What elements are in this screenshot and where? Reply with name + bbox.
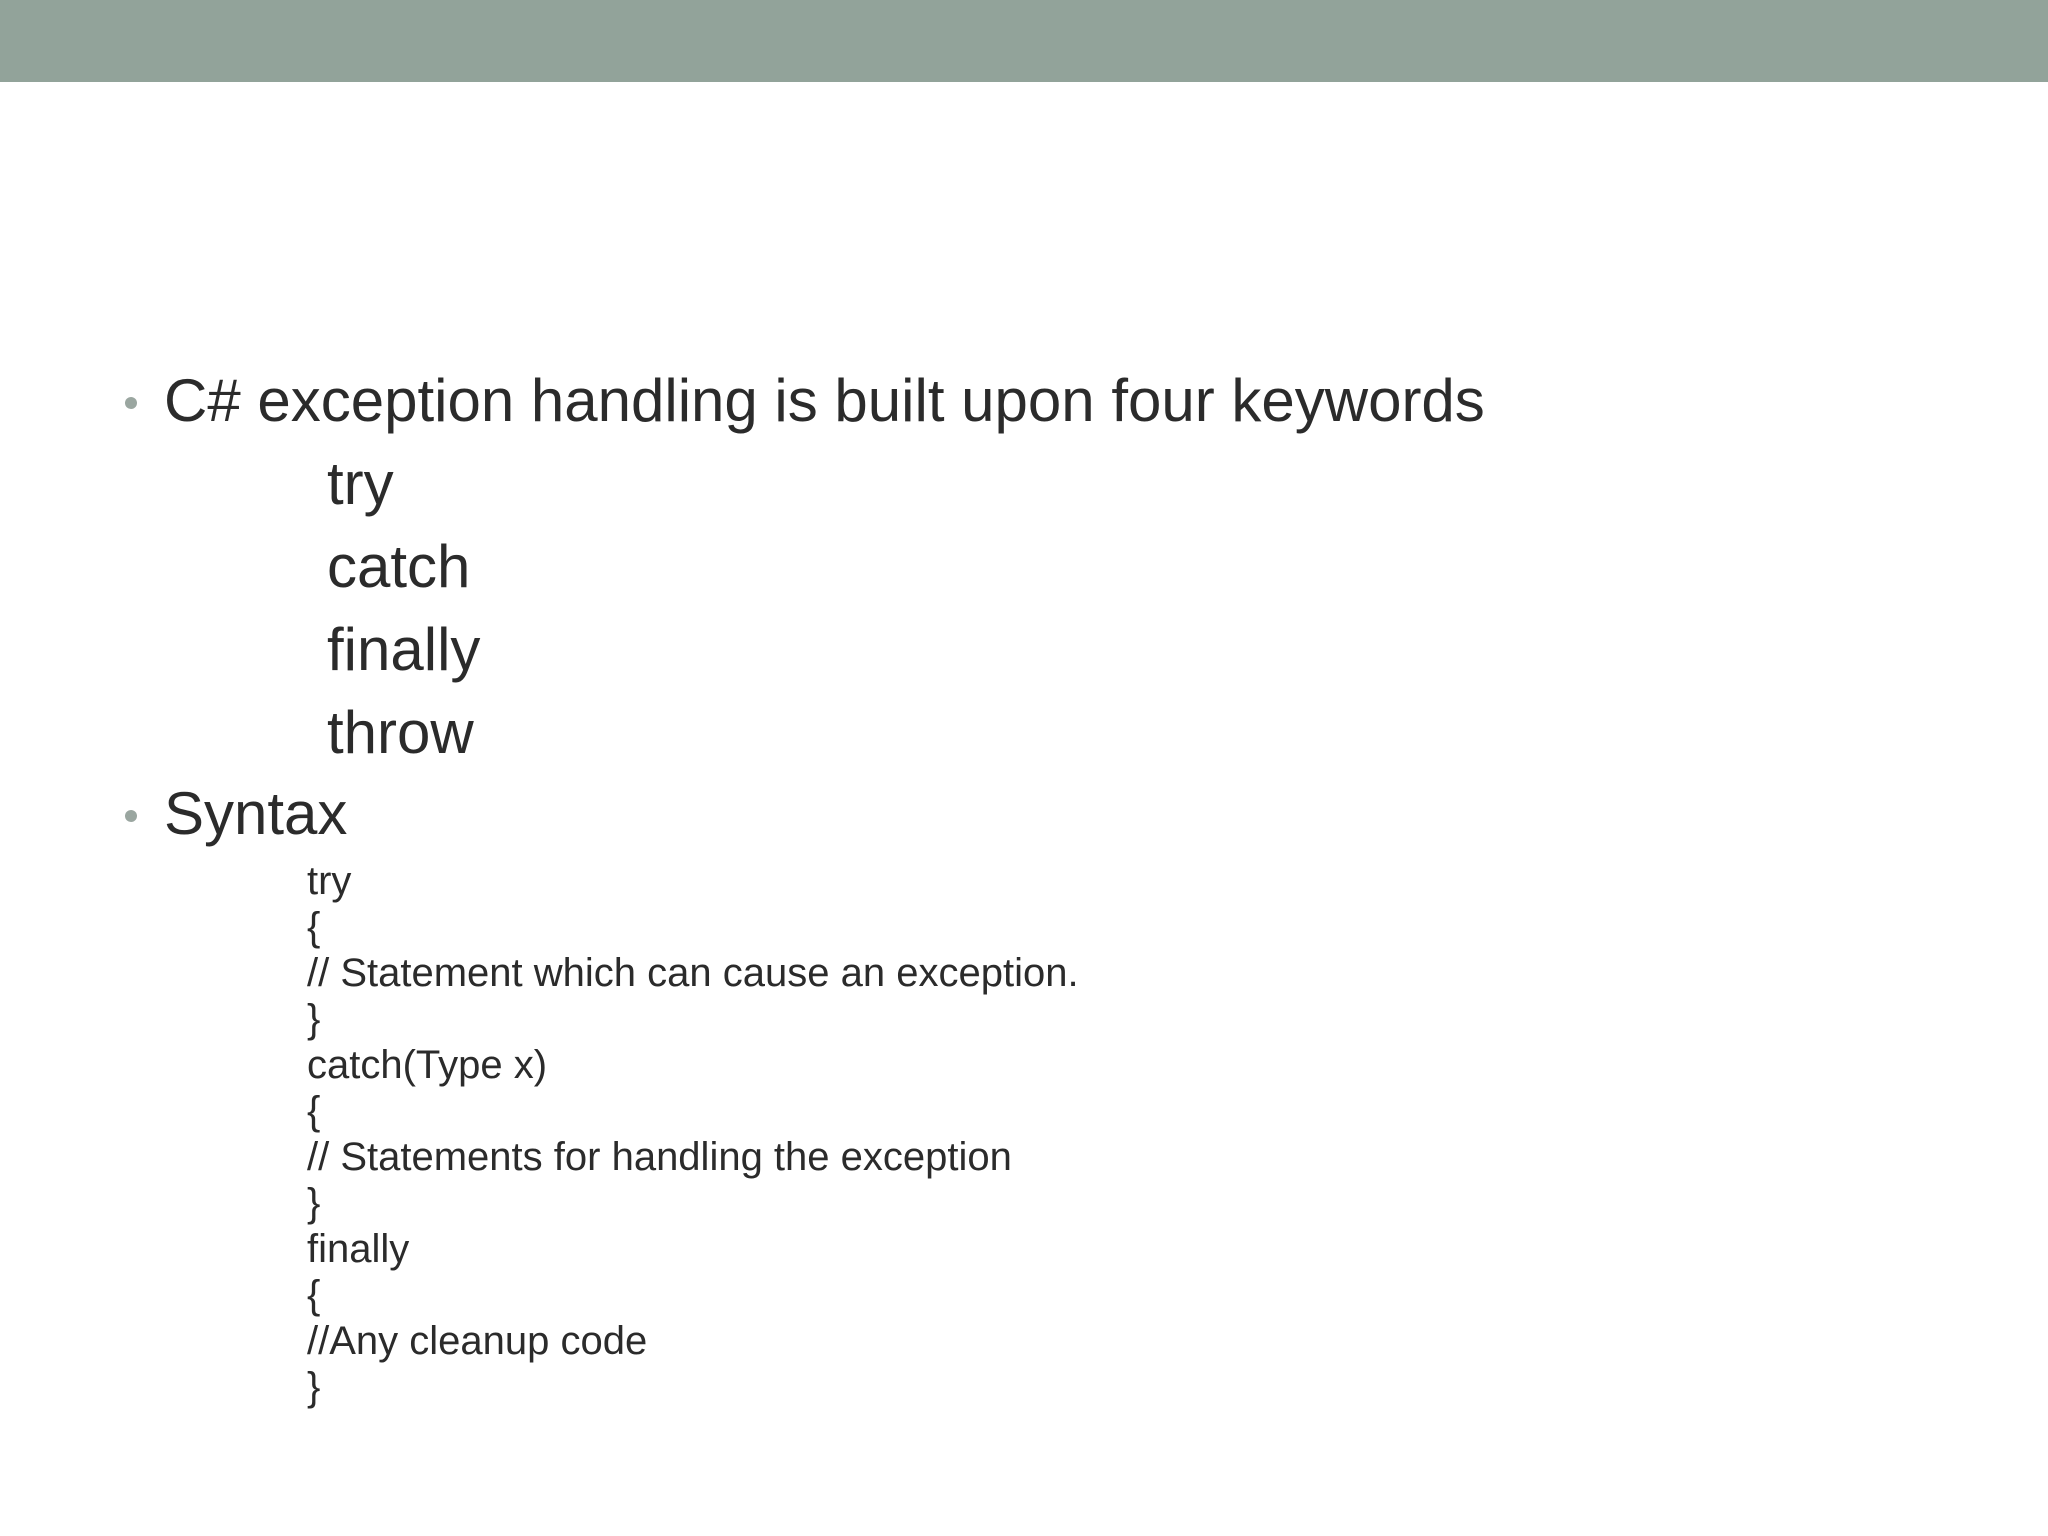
keyword-finally: finally	[327, 616, 481, 683]
code-line: }	[307, 997, 321, 1041]
bullet-icon	[125, 397, 137, 409]
code-line: // Statement which can cause an exception.	[307, 951, 1079, 995]
code-line: catch(Type x)	[307, 1043, 548, 1087]
code-line: {	[307, 1089, 321, 1133]
bullet-text-keywords: C# exception handling is built upon four keywords	[164, 367, 1485, 434]
keyword-try: try	[327, 450, 394, 517]
code-line: finally	[307, 1227, 410, 1271]
bullet-icon	[125, 810, 137, 822]
code-line: {	[307, 1273, 321, 1317]
code-line: // Statements for handling the exception	[307, 1135, 1012, 1179]
code-line: //Any cleanup code	[307, 1319, 648, 1363]
code-line: }	[307, 1365, 321, 1409]
code-line: }	[307, 1181, 321, 1225]
code-line: try	[307, 859, 352, 903]
keyword-catch: catch	[327, 533, 471, 600]
code-line: {	[307, 905, 321, 949]
bullet-text-syntax: Syntax	[164, 780, 348, 847]
keyword-throw: throw	[327, 699, 474, 766]
